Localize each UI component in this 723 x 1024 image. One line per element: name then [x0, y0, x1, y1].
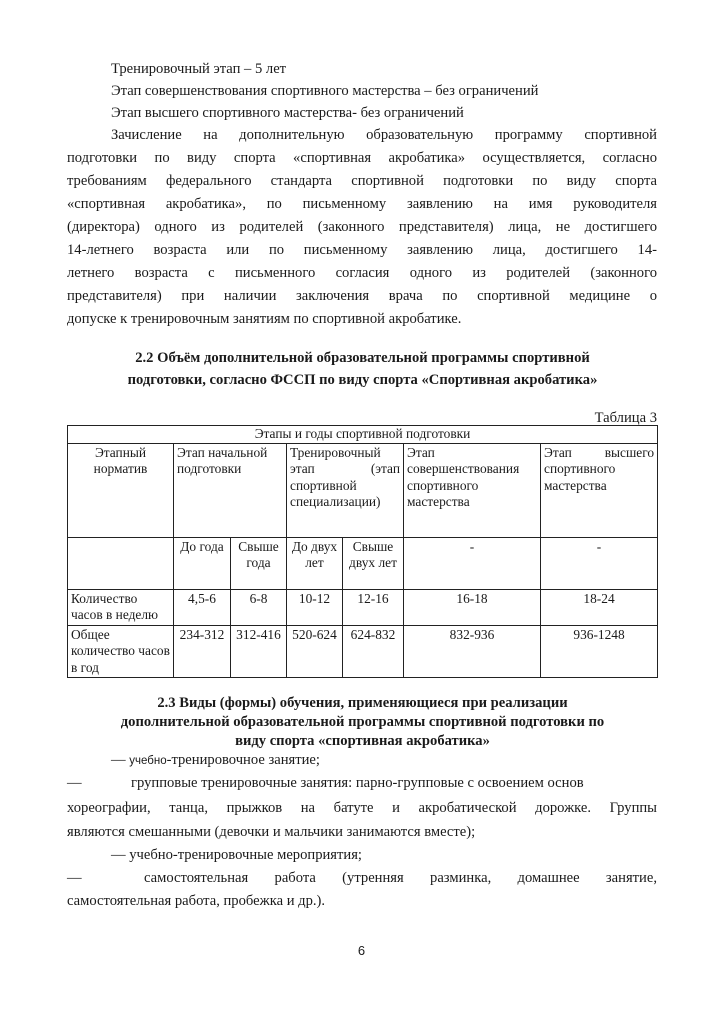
page-number: 6: [357, 943, 366, 958]
list-dash: —: [67, 775, 82, 791]
list-dash: —: [111, 752, 126, 768]
subheader-up-to-two-years: До двух лет: [287, 537, 343, 589]
section-2-2-heading: 2.2 Объём дополнительной образовательной программы спортивной: [135, 350, 590, 366]
form-item-group-sessions-cont: хореографии, танца, прыжков на батуте и акробатической дорожке. Группы: [67, 800, 657, 816]
form-item-text: -тренировочное занятие;: [166, 752, 320, 768]
table-cell: 16-18: [404, 589, 541, 625]
row-label: Количество часов в неделю: [68, 589, 174, 625]
table-cell: 520-624: [287, 625, 343, 678]
stage-duration-training: Тренировочный этап – 5 лет: [111, 61, 287, 77]
form-item-self-study-cont: самостоятельная работа, пробежка и др.).: [67, 893, 326, 909]
form-item-group-sessions: групповые тренировочные занятия: парно-групповые с освоением основ: [131, 775, 584, 791]
stage-duration-improvement: Этап совершенствования спортивного мастерства – без ограничений: [111, 83, 539, 99]
enrollment-line: подготовки по виду спорта «спортивная акробатика» осуществляется, согласно: [67, 150, 657, 166]
table-cell: 18-24: [541, 589, 658, 625]
table-cell: 936-1248: [541, 625, 658, 678]
table-cell: 6-8: [231, 589, 287, 625]
enrollment-line: «спортивная акробатика», по письменному заявлению на имя руководителя: [67, 196, 657, 212]
table-cell: 624-832: [343, 625, 404, 678]
table-group-header: Этапы и годы спортивной подготовки: [68, 426, 658, 444]
header-stage-initial: Этап начальной подготовки: [174, 443, 287, 537]
subheader-dash: -: [541, 537, 658, 589]
program-volume-table: [67, 425, 658, 678]
form-item-training-events: — учебно-тренировочные мероприятия;: [111, 847, 362, 863]
header-normative: Этапный норматив: [68, 443, 174, 537]
row-label: Общее количество часов в год: [68, 625, 174, 678]
enrollment-line: допуске к тренировочным занятиям по спортивной акробатике.: [67, 311, 462, 327]
enrollment-line: летнего возраста с письменного согласия одного из родителей (законного: [67, 265, 657, 281]
stage-duration-higher: Этап высшего спортивного мастерства- без ограничений: [111, 105, 464, 121]
table-cell: 832-936: [404, 625, 541, 678]
table-cell: 234-312: [174, 625, 231, 678]
section-2-3-heading: виду спорта «спортивная акробатика»: [235, 733, 490, 749]
table-caption: Таблица 3: [594, 410, 657, 426]
header-stage-training: Тренировочный этап (этап спортивной специализации): [287, 443, 404, 537]
enrollment-line: представителя) при наличии заключения врача по спортивной медицине о: [67, 288, 657, 304]
enrollment-line: 14-летнего возраста или по письменному заявлению лица, достигшего 14-: [67, 242, 657, 258]
list-dash: —: [67, 870, 82, 886]
table-cell: 10-12: [287, 589, 343, 625]
subheader-over-year: Свыше года: [231, 537, 287, 589]
form-item-self-study: самостоятельная работа (утренняя разминка, домашнее занятие,: [144, 870, 657, 886]
header-stage-improvement: Этап совершенствования спортивного мастерства: [404, 443, 541, 537]
table-cell: 12-16: [343, 589, 404, 625]
header-stage-higher: Этап высшего спортивного мастерства: [541, 443, 658, 537]
table-cell: 312-416: [231, 625, 287, 678]
enrollment-line: требованиям федерального стандарта спортивной подготовки по виду спорта: [67, 173, 657, 189]
enrollment-line: (директора) одного из родителей (законного представителя) лица, не достигшего: [67, 219, 657, 235]
subheader-empty: [68, 537, 174, 589]
section-2-3-heading: 2.3 Виды (формы) обучения, применяющиеся при реализации: [157, 695, 568, 711]
form-item-educational-session: [111, 751, 320, 770]
subheader-dash: -: [404, 537, 541, 589]
table-cell: 4,5-6: [174, 589, 231, 625]
enrollment-line: Зачисление на дополнительную образовательную программу спортивной: [111, 127, 657, 143]
subheader-up-to-year: До года: [174, 537, 231, 589]
form-item-group-sessions-cont: являются смешанными (девочки и мальчики занимаются вместе);: [67, 824, 476, 840]
subheader-over-two-years: Свыше двух лет: [343, 537, 404, 589]
section-2-3-heading: дополнительной образовательной программы спортивной подготовки по: [120, 714, 605, 730]
section-2-2-heading: подготовки, согласно ФССП по виду спорта «Спортивная акробатика»: [127, 372, 598, 388]
form-item-small-prefix: учебно: [129, 755, 167, 767]
